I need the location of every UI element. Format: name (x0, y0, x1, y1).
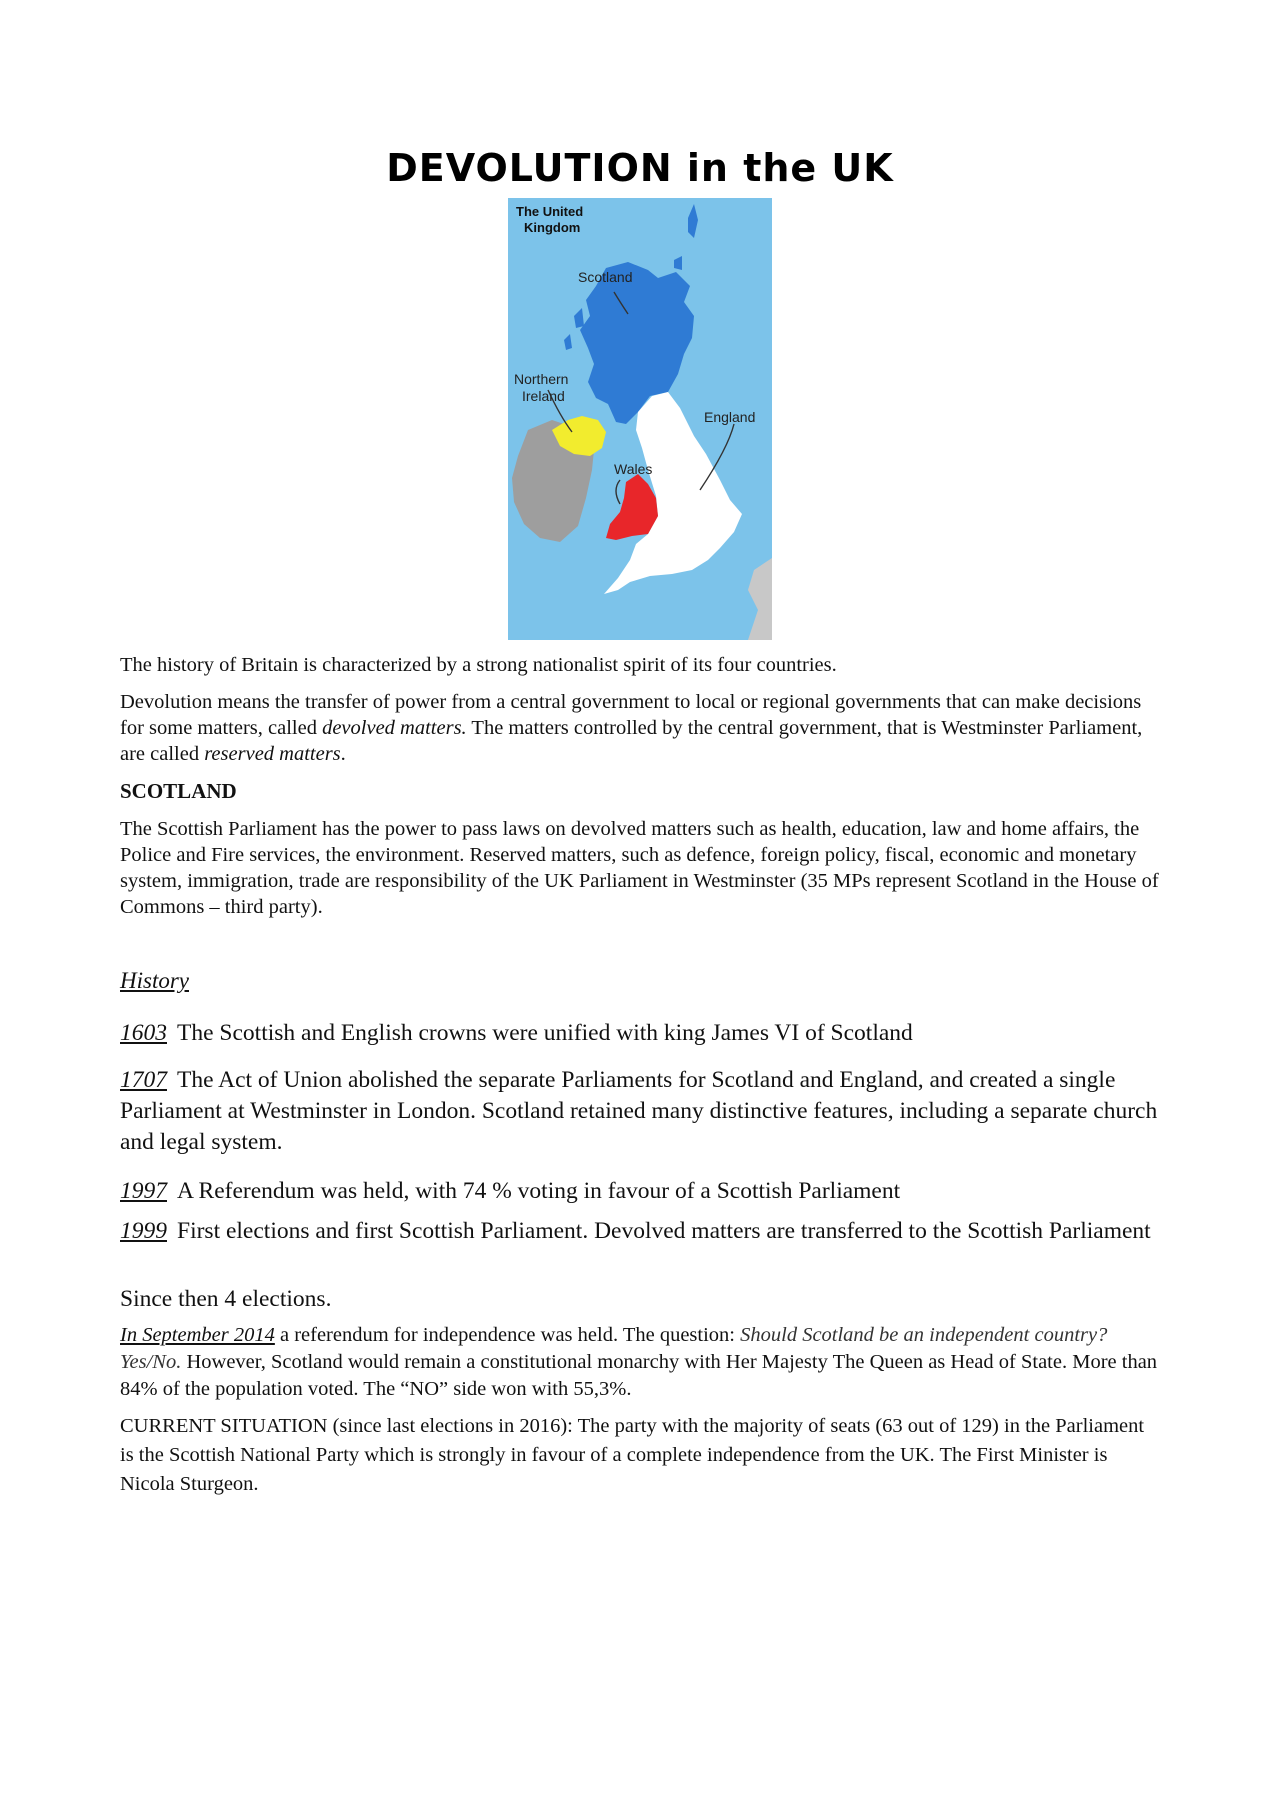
timeline-year: 1997 (120, 1178, 167, 1204)
timeline-year: 1707 (120, 1067, 167, 1093)
referendum-part1: a referendum for independence was held. The question: (274, 1324, 741, 1346)
devolution-paragraph (120, 689, 1160, 767)
map-label-northern-ireland-2: Ireland (522, 388, 565, 404)
timeline-entry-1707 (120, 1065, 1160, 1158)
referendum-part2: However, Scotland would remain a constitutional monarchy with Her Majesty The Queen as Head of State. More than 84% of the population voted. The “NO” side won with 55,3%. (120, 1351, 1158, 1400)
referendum-question: Should Scotland be an independent country? Yes/No. (120, 1324, 1108, 1373)
history-heading: History (120, 968, 189, 993)
timeline-text: First elections and first Scottish Parliament. Devolved matters are transferred to the Scottish Parliament (177, 1218, 1151, 1244)
devolution-part1: Devolution means the transfer of power from a central government to local or regional governments that can make decisions for some matters, called (120, 691, 1142, 739)
scotland-heading: SCOTLAND (120, 779, 237, 803)
map-heading-line2: Kingdom (524, 220, 581, 235)
timeline-entry-1997 (120, 1176, 1160, 1207)
map-label-england: England (704, 409, 756, 425)
reserved-matters-term: reserved matters (204, 743, 341, 765)
uk-map (508, 198, 772, 640)
devolved-matters-term: devolved matters. (322, 717, 467, 739)
timeline-text: The Scottish and English crowns were unified with king James VI of Scotland (177, 1020, 913, 1046)
referendum-paragraph (120, 1322, 1160, 1403)
intro-paragraph: The history of Britain is characterized by a strong nationalist spirit of its four countries. (120, 654, 837, 676)
devolution-part3: . (340, 743, 346, 765)
timeline-entry-1999 (120, 1216, 1160, 1247)
timeline-text: The Act of Union abolished the separate Parliaments for Scotland and England, and created a single Parliament at Westminster in London. Scotland retained many distinctive features, including a separate church and legal system. (120, 1067, 1158, 1155)
referendum-date: In September 2014 (120, 1324, 275, 1346)
timeline-year: 1603 (120, 1020, 167, 1046)
timeline-entry-1603 (120, 1018, 1160, 1049)
page-title: DEVOLUTION in the UK (386, 146, 894, 190)
devolution-part2: The matters controlled by the central government, that is Westminster Parliament, are called (120, 717, 1143, 765)
map-label-scotland: Scotland (578, 269, 633, 285)
scotland-paragraph: The Scottish Parliament has the power to pass laws on devolved matters such as health, education, law and home affairs, the Police and Fire services, the environment. Reserved matters, such as defence, foreign policy, fiscal, economic and monetary system, immigration, trade are responsibility of the UK Parliament in Westminster (35 MPs represent Scotland in the House of Commons – third party). (120, 818, 1159, 918)
since-elections: Since then 4 elections. (120, 1286, 332, 1312)
map-label-wales: Wales (614, 461, 653, 477)
map-label-northern-ireland-1: Northern (514, 371, 569, 387)
current-situation-paragraph: CURRENT SITUATION (since last elections in 2016): The party with the majority of seats (63 out of 129) in the Parliament is the Scottish National Party which is strongly in favour of a complete independence from the UK. The First Minister is Nicola Sturgeon. (120, 1415, 1145, 1495)
timeline-text: A Referendum was held, with 74 % voting in favour of a Scottish Parliament (177, 1178, 901, 1204)
timeline-year: 1999 (120, 1218, 167, 1244)
map-heading-line1: The United (516, 204, 584, 219)
